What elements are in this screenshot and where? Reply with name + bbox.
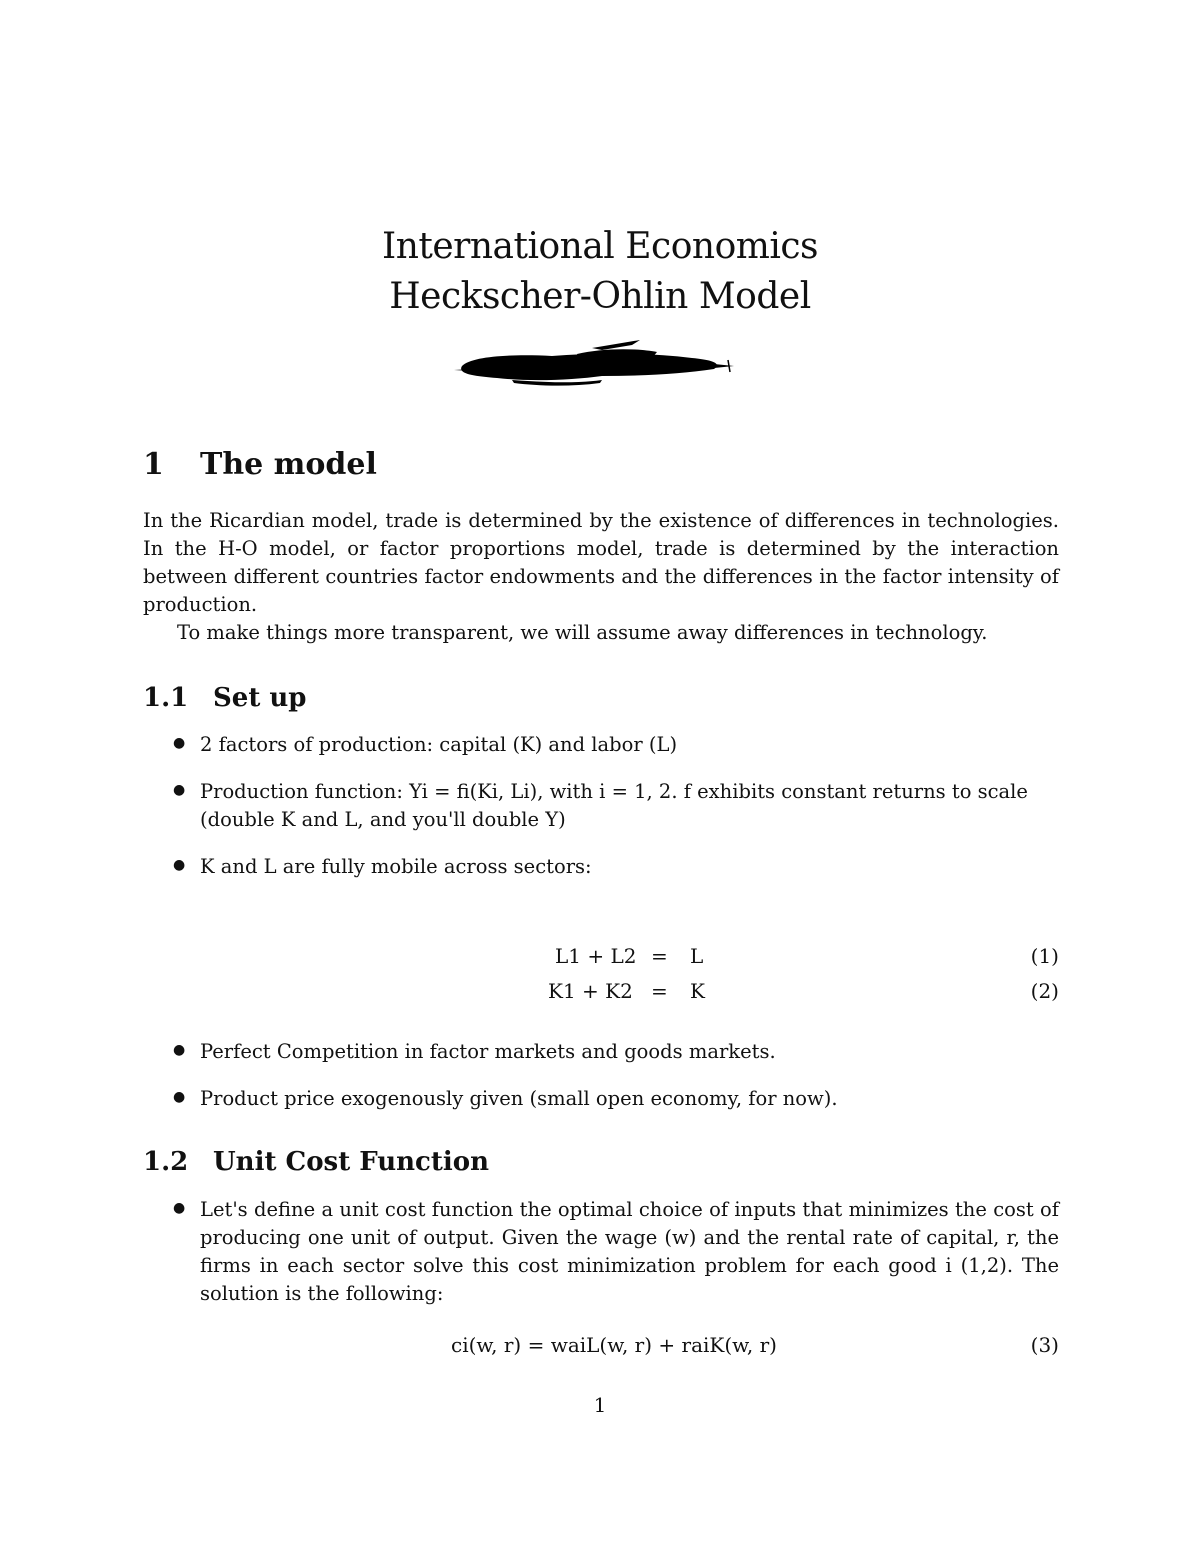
bullet-production-function: Production function: Yi = fi(Ki, Li), with i = 1, 2. f exhibits constant returns to scale (double K and L, and you'll double Y) <box>200 780 1028 831</box>
subsection-number: 1.2 <box>143 1147 189 1177</box>
section-title: The model <box>200 447 377 482</box>
section-heading-1 <box>143 447 377 482</box>
bullet-dot: ● <box>173 1089 186 1105</box>
equation-1-number: (1) <box>1030 944 1059 968</box>
equation-2-lhs: K1 + K2 <box>548 979 633 1003</box>
document-title-line1: International Economics <box>381 226 819 267</box>
paragraph-transparent: To make things more transparent, we will assume away differences in technology. <box>177 621 988 644</box>
subsection-title: Unit Cost Function <box>213 1147 490 1177</box>
equation-1-lhs: L1 + L2 <box>555 944 637 968</box>
subsection-heading-1-2 <box>143 1147 489 1177</box>
equation-3: ci(w, r) = waiL(w, r) + raiK(w, r) <box>451 1333 777 1357</box>
subsection-title: Set up <box>213 683 307 713</box>
redacted-author-scribble <box>452 336 737 388</box>
bullet-dot: ● <box>173 857 186 873</box>
equation-1-rhs: L <box>690 944 704 968</box>
equation-2-op: = <box>651 979 668 1003</box>
bullet-dot: ● <box>173 1042 186 1058</box>
bullet-mobility: K and L are fully mobile across sectors: <box>200 855 592 878</box>
equation-1-op: = <box>651 944 668 968</box>
subsection-heading-1-1 <box>143 683 306 713</box>
section-number: 1 <box>143 447 164 482</box>
subsection-number: 1.1 <box>143 683 189 713</box>
equation-2-rhs: K <box>690 979 705 1003</box>
bullet-unit-cost: Let's define a unit cost function the optimal choice of inputs that minimizes the cost of producing one unit of output. Given the wage (w) and the rental rate of capital, r, the firms in each sector solve this cost minimization problem for each good i (1,2). The solution is the following: <box>200 1198 1059 1305</box>
equation-3-number: (3) <box>1030 1333 1059 1357</box>
bullet-dot: ● <box>173 782 186 798</box>
bullet-factors: 2 factors of production: capital (K) and labor (L) <box>200 733 678 756</box>
document-title-line2: Heckscher-Ohlin Model <box>389 276 811 317</box>
bullet-dot: ● <box>173 735 186 751</box>
page-number: 1 <box>593 1393 607 1417</box>
equation-2-number: (2) <box>1030 979 1059 1003</box>
bullet-dot: ● <box>173 1200 186 1216</box>
bullet-perfect-competition: Perfect Competition in factor markets and goods markets. <box>200 1040 776 1063</box>
paragraph-ricardian: In the Ricardian model, trade is determined by the existence of differences in technologies. In the H-O model, or factor proportions model, trade is determined by the interaction between different countries factor endowments and the differences in the factor intensity of production. <box>143 509 1059 616</box>
bullet-product-price: Product price exogenously given (small open economy, for now). <box>200 1087 838 1110</box>
